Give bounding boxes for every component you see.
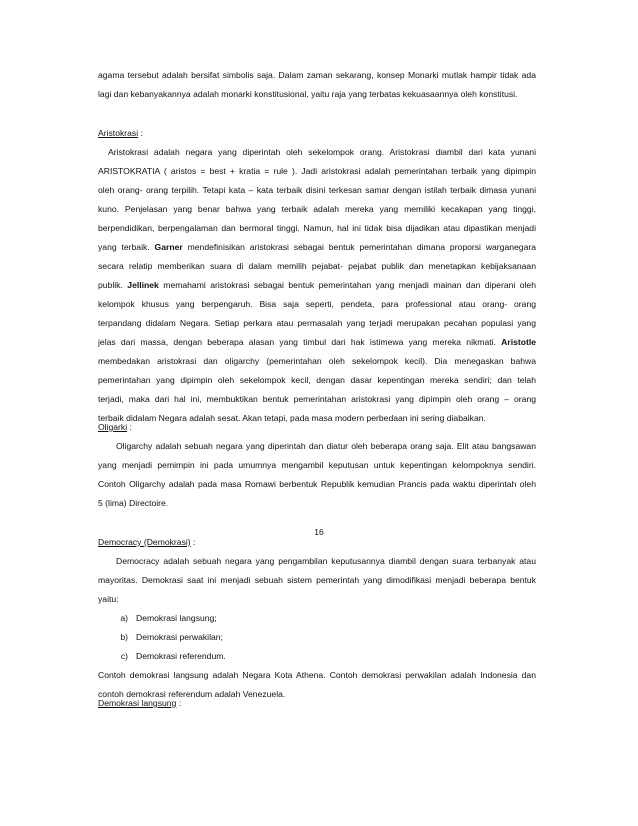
author-name-aristotle: Aristotle — [501, 337, 536, 347]
text-line: 5 (lima) Directoire. — [98, 498, 169, 508]
author-name-jellinek: Jellinek — [127, 280, 159, 290]
text-line: contoh demokrasi referendum adalah Venezuela. — [98, 689, 286, 699]
heading-colon: : — [138, 128, 143, 138]
text-line: berpendidikan, berpengalaman dan bermoral tinggi. Namun, hal ini tidak bisa dijadikan atau dipastikan menjadi — [98, 223, 536, 233]
text-line: yaitu: — [98, 594, 119, 604]
list-item-text: Demokrasi langsung; — [136, 613, 217, 623]
demokrasi-heading-text: Democracy (Demokrasi) — [98, 537, 191, 547]
text-line: terbaik didalam Negara adalah sesat. Akan tetapi, pada masa modern perbedaan ini sering diabaikan. — [98, 413, 486, 423]
oligarki-heading-text: Oligarki — [98, 422, 128, 432]
list-item-text: Demokrasi perwakilan; — [136, 632, 223, 642]
text-line: pemerintahan yang dipimpin oleh sekelompok kecil, dengan dasar kepentingan mereka sendiri; dan telah — [98, 375, 536, 385]
list-marker: c) — [120, 651, 128, 661]
text-line — [98, 143, 536, 162]
text-line: oleh orang- orang terpilih. Tetapi kata – kata terbaik disini terkesan samar dengan istilah terbaik dimasa yunani — [98, 185, 536, 195]
text-line-content: Aristokrasi adalah negara yang diperintah oleh sekelompok orang. Aristokrasi diambil dari kata yunani — [108, 147, 536, 157]
heading-colon: : — [127, 422, 132, 432]
demokrasi-section — [98, 533, 536, 704]
list-item — [98, 647, 536, 666]
text-line-content: Democracy adalah sebuah negara yang pengambilan keputusannya diambil dengan suara terbanyak atau — [116, 556, 536, 566]
demokrasi-langsung-heading-text: Demokrasi langsung — [98, 698, 177, 708]
list-item — [98, 609, 536, 628]
text-line — [98, 333, 536, 352]
text-line: secara relatip memberikan suara di dalam memilih pejabat- pejabat publik dan menetapkan kebijaksanaan — [98, 261, 536, 271]
oligarki-heading — [98, 418, 536, 437]
demokrasi-langsung-heading — [98, 694, 536, 713]
text-fragment: mendefinisikan aristokrasi sebagai bentuk pemerintahan dimana proporsi warganegara — [182, 242, 536, 252]
list-marker: b) — [120, 632, 128, 642]
text-line: Contoh demokrasi langsung adalah Negara Kota Athena. Contoh demokrasi perwakilan adalah Indonesia dan — [98, 670, 536, 680]
text-line: yang menjadi pemimpin ini pada umumnya mengambil keputusan untuk kepentingan kelompoknya sendiri. — [98, 460, 536, 470]
aristokrasi-heading-text: Aristokrasi — [98, 128, 139, 138]
text-line: terjadi, maka dari hal ini, membuktikan bentuk pemerintahan aristokrasi yang dipimpin oleh orang – orang — [98, 394, 536, 404]
page-number: 16 — [314, 527, 324, 537]
aristokrasi-heading — [98, 124, 536, 143]
text-line: Contoh Oligarchy adalah pada masa Romawi berbentuk Republik kemudian Prancis pada waktu diperintah oleh — [98, 479, 536, 489]
text-line: mayoritas. Demokrasi saat ini menjadi sebuah sistem pemerintah yang dimodifikasi menjadi beberapa bentuk — [98, 575, 536, 585]
text-fragment: jelas dari massa, dengan beberapa alasan yang timbul dari hak istimewa yang mereka nikmati. — [98, 337, 502, 347]
monarki-paragraph-end — [98, 66, 536, 104]
demokrasi-langsung-section — [98, 694, 536, 713]
text-line: kuno. Penjelasan yang benar bahwa yang terbaik adalah mereka yang memiliki kecakapan yang tinggi, — [98, 204, 536, 214]
text-line: terpandang didalam Negara. Setiap perkara atau permasalah yang terjadi merupakan pecahan populasi yang — [98, 318, 536, 328]
text-line — [98, 437, 536, 456]
text-fragment: memahami aristokrasi sebagai bentuk pemerintahan yang menjadi mainan dan diperani oleh — [158, 280, 536, 290]
text-line: lagi dan kebanyakannya adalah monarki konstitusional, yaitu raja yang terbatas kekuasaannya oleh konstitusi. — [98, 89, 518, 99]
list-item-text: Demokrasi referendum. — [136, 651, 226, 661]
heading-colon: : — [176, 698, 182, 708]
aristokrasi-section — [98, 124, 536, 428]
text-line-content: Oligarchy adalah sebuah negara yang diperintah dan diatur oleh beberapa orang saja. Elit atau bangsawan — [116, 441, 536, 451]
author-name-garner: Garner — [154, 242, 183, 252]
text-line: membedakan aristokrasi dan oligarchy (pemerintahan oleh sekelompok kecil). Dia menegaskan bahwa — [98, 356, 536, 366]
oligarki-section — [98, 418, 536, 513]
text-line — [98, 276, 536, 295]
text-fragment: publik. — [98, 280, 128, 290]
text-line: kelompok khusus yang berpengaruh. Bisa saja seperti, pendeta, para professional atau orang- orang — [98, 299, 536, 309]
text-line: agama tersebut adalah bersifat simbolis saja. Dalam zaman sekarang, konsep Monarki mutlak hampir tidak ada — [98, 70, 536, 80]
list-item — [98, 628, 536, 647]
text-line — [98, 238, 536, 257]
text-line: ARISTOKRATIA ( aristos = best + kratia = rule ). Jadi aristokrasi adalah pemerintahan terbaik yang dipimpin — [98, 166, 536, 176]
text-fragment: yang terbaik. — [98, 242, 155, 252]
list-marker: a) — [120, 613, 128, 623]
text-line — [98, 552, 536, 571]
heading-colon: : — [190, 537, 196, 547]
demokrasi-heading — [98, 533, 536, 552]
